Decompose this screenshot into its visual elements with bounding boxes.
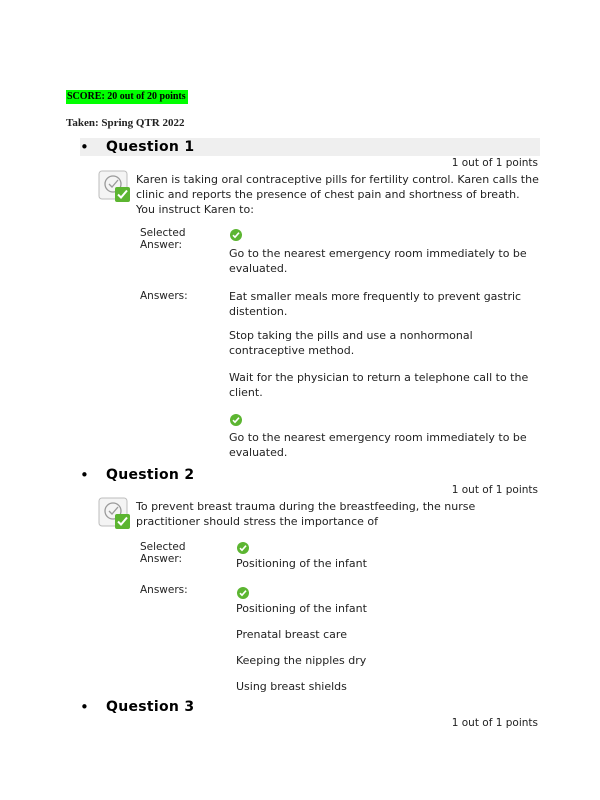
answer-option: Prenatal breast care: [236, 628, 347, 641]
check-icon: [237, 584, 249, 596]
check-icon: [230, 411, 242, 423]
answers-label: Answers:: [140, 290, 188, 302]
question-text: To prevent breast trauma during the breastfeeding, the nurse practitioner should stress the importance of: [136, 500, 476, 528]
selected-answer: Positioning of the infant: [236, 557, 367, 570]
selected-answer-label: Selected Answer:: [140, 227, 186, 251]
score-badge: SCORE: 20 out of 20 points: [67, 91, 186, 102]
question-title: Question 2: [106, 467, 195, 483]
check-icon: [237, 539, 249, 551]
question-points: 1 out of 1 points: [451, 157, 538, 169]
bullet: •: [80, 138, 89, 156]
graded-correct-icon: [98, 170, 132, 204]
question-title: Question 3: [106, 699, 195, 715]
graded-correct-icon: [98, 497, 132, 531]
question-points: 1 out of 1 points: [451, 484, 538, 496]
bullet: •: [80, 698, 89, 716]
question-points: 1 out of 1 points: [451, 717, 538, 729]
answer-option: Using breast shields: [236, 680, 347, 693]
bullet: •: [80, 466, 89, 484]
selected-answer: Go to the nearest emergency room immediately to be evaluated.: [229, 247, 527, 275]
question-2-header: [80, 466, 540, 484]
question-3-header: [80, 698, 540, 716]
taken-label: Taken: Spring QTR 2022: [66, 117, 185, 129]
answer-option-correct: Positioning of the infant: [236, 602, 367, 615]
answer-option: Keeping the nipples dry: [236, 654, 367, 667]
answer-option: Stop taking the pills and use a nonhormonal contraceptive method.: [229, 329, 473, 357]
answer-option: Wait for the physician to return a telephone call to the client.: [229, 371, 529, 399]
selected-answer-label: Selected Answer:: [140, 541, 186, 565]
answers-label: Answers:: [140, 584, 188, 596]
answer-option-correct: Go to the nearest emergency room immediately to be evaluated.: [229, 431, 527, 459]
question-1-header: [80, 138, 540, 156]
question-title: Question 1: [106, 139, 195, 155]
question-text: Karen is taking oral contraceptive pills for fertility control. Karen calls the clinic and reports the presence of chest pain and shortness of breath. You instruct Karen to:: [136, 173, 539, 216]
answer-option: Eat smaller meals more frequently to prevent gastric distention.: [229, 290, 522, 318]
check-icon: [230, 226, 242, 238]
